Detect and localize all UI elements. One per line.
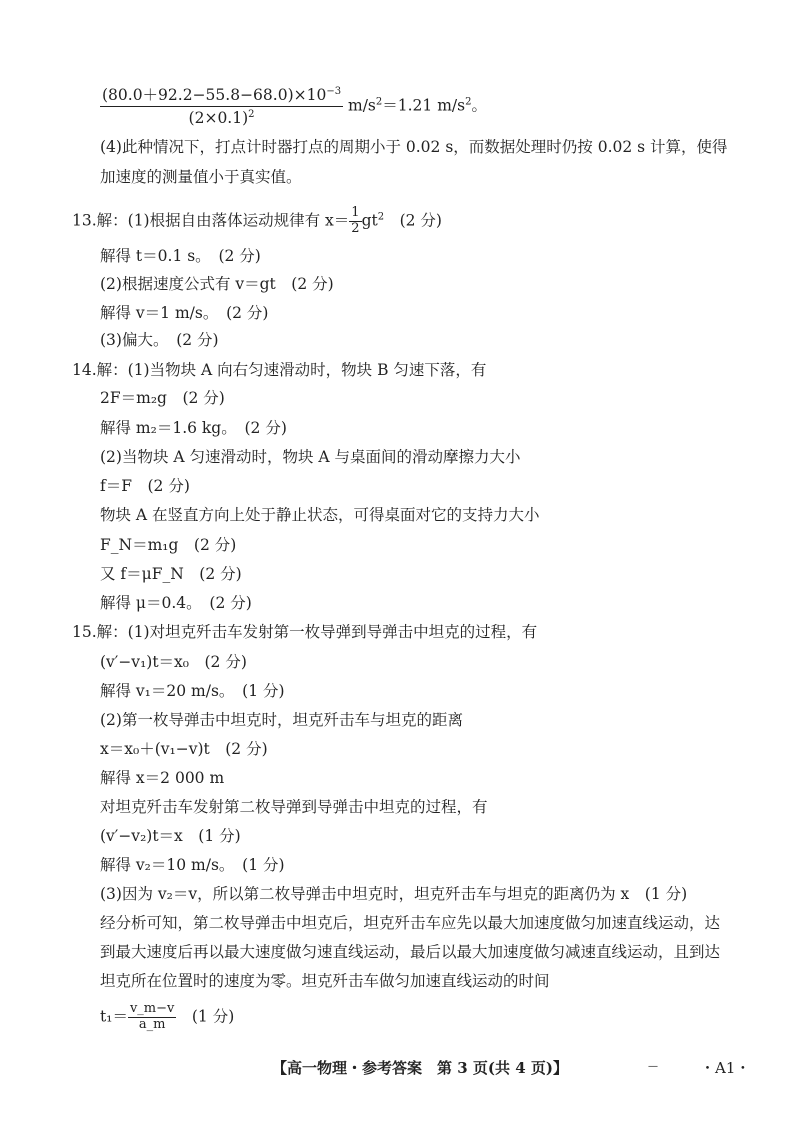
paper-code-mark: ・A1・ (700, 1059, 751, 1077)
q14-line6: 物块 A 在竖直方向上处于静止状态，可得桌面对它的支持力大小 (100, 506, 540, 524)
q14-line2: 2F＝m₂g (2 分) (100, 389, 225, 407)
q15-line2: (v′−v₁)t＝x₀ (2 分) (100, 653, 247, 671)
q13-head (72, 206, 442, 237)
result-fraction (100, 86, 343, 127)
q15-t1-line (100, 1002, 234, 1033)
q13-head-text: 13.解：(1)根据自由落体运动规律有 x＝ (72, 211, 350, 230)
footer-dash: — (648, 1061, 658, 1072)
q15-line13: 坦克所在位置时的速度为零。坦克歼击车做匀加速直线运动的时间 (100, 972, 550, 990)
unit-exponent: 2 (375, 96, 383, 108)
q15-line8: (v′−v₂)t＝x (1 分) (100, 827, 241, 845)
q13-head-score: (2 分) (384, 211, 442, 230)
q13-line4: 解得 v＝1 m/s。 (2 分) (100, 304, 269, 322)
result-stop: 。 (471, 96, 487, 115)
q15-head: 15.解：(1)对坦克歼击车发射第一枚导弹到导弹击中坦克的过程，有 (72, 623, 538, 641)
half-numerator: 1 (351, 205, 360, 220)
p4-line1: (4)此种情况下，打点计时器打点的周期小于 0.02 s，而数据处理时仍按 0.02 s 计算，使得 (100, 138, 728, 156)
q15-line11: 经分析可知，第二枚导弹击中坦克后，坦克歼击车应先以最大加速度做匀加速直线运动，达 (100, 914, 721, 932)
q14-line8: 又 f＝μF_N (2 分) (100, 565, 242, 583)
t1-denominator: a_m (138, 1017, 166, 1032)
fraction-denominator: (2×0.1) (188, 109, 249, 127)
t1-left: t₁＝ (100, 1007, 128, 1026)
q15-line10: (3)因为 v₂＝v，所以第二枚导弹击中坦克时，坦克歼击车与坦克的距离仍为 x (1 分) (100, 885, 688, 903)
numerator-exponent: −3 (326, 85, 342, 97)
t1-score: (1 分) (176, 1007, 235, 1026)
q14-line7: F_N＝m₁g (2 分) (100, 536, 237, 554)
half-denominator: 2 (351, 221, 360, 236)
q13-exponent: 2 (377, 211, 385, 223)
t1-fraction (128, 1002, 176, 1033)
result-unit-exponent: 2 (465, 96, 472, 108)
q15-line3: 解得 v₁＝20 m/s。 (1 分) (100, 682, 285, 700)
q13-line3: (2)根据速度公式有 v＝gt (2 分) (100, 275, 334, 293)
q15-line9: 解得 v₂＝10 m/s。 (1 分) (100, 856, 285, 874)
q13-line5: (3)偏大。 (2 分) (100, 331, 219, 349)
q14-line3: 解得 m₂＝1.6 kg。 (2 分) (100, 419, 287, 437)
p4-line2: 加速度的测量值小于真实值。 (100, 168, 302, 186)
result-value: ＝1.21 m/s (382, 96, 466, 115)
frac-result-line (100, 86, 487, 127)
q14-head: 14.解：(1)当物块 A 向右匀速滑动时，物块 B 匀速下落，有 (72, 361, 487, 379)
q14-line5: f＝F (2 分) (100, 477, 190, 495)
q14-line9: 解得 μ＝0.4。 (2 分) (100, 594, 252, 612)
page-footer: 【高一物理・参考答案 第 3 页(共 4 页)】 (272, 1059, 568, 1077)
q14-line4: (2)当物块 A 匀速滑动时，物块 A 与桌面间的滑动摩擦力大小 (100, 448, 521, 466)
denominator-exponent: 2 (248, 108, 255, 120)
unit-text: m/s (343, 96, 376, 115)
q15-line7: 对坦克歼击车发射第二枚导弹到导弹击中坦克的过程，有 (100, 798, 488, 816)
q15-line5: x＝x₀＋(v₁−v)t (2 分) (100, 740, 268, 758)
q15-line12: 到最大速度后再以最大速度做匀速直线运动，最后以最大加速度做匀减速直线运动，且到达 (100, 943, 721, 961)
fraction-numerator: (80.0＋92.2−55.8−68.0)×10 (102, 86, 327, 104)
q13-half-fraction (349, 206, 361, 237)
q13-gt: gt (361, 211, 378, 230)
q15-line4: (2)第一枚导弹击中坦克时，坦克歼击车与坦克的距离 (100, 711, 463, 729)
t1-numerator: v_m−v (129, 1001, 175, 1016)
q13-line2: 解得 t＝0.1 s。 (2 分) (100, 247, 261, 265)
q15-line6: 解得 x＝2 000 m (100, 769, 225, 787)
